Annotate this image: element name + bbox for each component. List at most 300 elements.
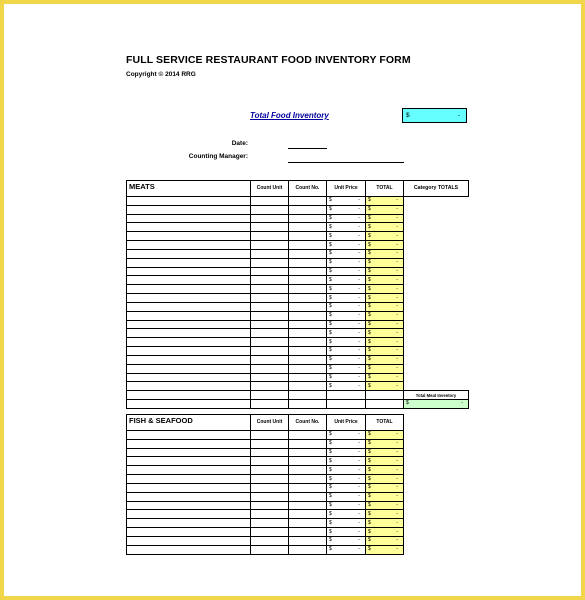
amount-dash: - (358, 276, 360, 283)
count-unit-cell[interactable] (251, 448, 289, 457)
count-unit-cell[interactable] (251, 241, 289, 250)
total-cell[interactable] (366, 311, 404, 320)
category-total-cell (404, 302, 469, 311)
amount-dash: - (396, 493, 398, 500)
unit-price-cell[interactable] (327, 311, 366, 320)
blank-cell (327, 400, 366, 409)
item-name-cell[interactable] (127, 536, 251, 545)
total-cell[interactable] (366, 355, 404, 364)
table-row (127, 501, 404, 510)
amount-dash: - (396, 537, 398, 544)
amount-dash: - (396, 347, 398, 354)
unit-price-cell[interactable] (327, 302, 366, 311)
item-name-cell[interactable] (127, 466, 251, 475)
item-name-cell[interactable] (127, 329, 251, 338)
amount-dash: - (396, 373, 398, 380)
currency-sign: $ (329, 449, 332, 456)
count-unit-cell[interactable] (251, 347, 289, 356)
count-no-cell[interactable] (289, 258, 327, 267)
category-total-cell (404, 214, 469, 223)
form-title: FULL SERVICE RESTAURANT FOOD INVENTORY FORM (126, 54, 411, 66)
item-name-cell[interactable] (127, 545, 251, 554)
amount-dash: - (396, 457, 398, 464)
count-unit-cell[interactable] (251, 519, 289, 528)
count-unit-cell[interactable] (251, 492, 289, 501)
total-cell[interactable] (366, 431, 404, 440)
count-no-cell[interactable] (289, 232, 327, 241)
total-cell[interactable] (366, 457, 404, 466)
count-no-cell[interactable] (289, 241, 327, 250)
count-unit-cell[interactable] (251, 545, 289, 554)
total-cell[interactable] (366, 241, 404, 250)
unit-price-cell[interactable] (327, 536, 366, 545)
count-unit-cell[interactable] (251, 431, 289, 440)
unit-price-cell[interactable] (327, 364, 366, 373)
item-name-cell[interactable] (127, 267, 251, 276)
currency-sign: $ (368, 466, 371, 473)
currency-sign: $ (329, 215, 332, 222)
amount-dash: - (358, 259, 360, 266)
amount-dash: - (358, 510, 360, 517)
unit-price-cell[interactable] (327, 483, 366, 492)
item-name-cell[interactable] (127, 364, 251, 373)
item-name-cell[interactable] (127, 302, 251, 311)
item-name-cell[interactable] (127, 241, 251, 250)
table-row (127, 400, 469, 409)
unit-price-cell[interactable] (327, 355, 366, 364)
count-unit-cell[interactable] (251, 214, 289, 223)
counting-manager-field[interactable] (288, 162, 404, 163)
count-no-cell[interactable] (289, 545, 327, 554)
category-total-cell (404, 338, 469, 347)
count-no-cell[interactable] (289, 214, 327, 223)
total-cell[interactable] (366, 373, 404, 382)
unit-price-cell[interactable] (327, 294, 366, 303)
total-cell[interactable] (366, 501, 404, 510)
count-no-cell[interactable] (289, 466, 327, 475)
item-name-cell[interactable] (127, 439, 251, 448)
currency-sign: $ (368, 338, 371, 345)
amount-dash: - (358, 356, 360, 363)
currency-sign: $ (329, 484, 332, 491)
currency-sign: $ (368, 285, 371, 292)
item-name-cell[interactable] (127, 285, 251, 294)
currency-sign: $ (368, 259, 371, 266)
count-unit-cell[interactable] (251, 338, 289, 347)
count-no-cell[interactable] (289, 439, 327, 448)
amount-dash: - (358, 223, 360, 230)
count-unit-cell[interactable] (251, 483, 289, 492)
table-row (127, 431, 404, 440)
currency-sign: $ (329, 519, 332, 526)
count-unit-cell[interactable] (251, 197, 289, 206)
count-no-cell[interactable] (289, 320, 327, 329)
count-no-cell[interactable] (289, 373, 327, 382)
table-row (127, 205, 469, 214)
amount-dash: - (396, 276, 398, 283)
currency-sign: $ (368, 528, 371, 535)
count-no-cell[interactable] (289, 276, 327, 285)
count-no-cell[interactable] (289, 364, 327, 373)
count-no-cell[interactable] (289, 457, 327, 466)
item-name-cell[interactable] (127, 528, 251, 537)
currency-sign: $ (368, 356, 371, 363)
item-name-cell[interactable] (127, 249, 251, 258)
count-unit-cell[interactable] (251, 267, 289, 276)
count-unit-cell[interactable] (251, 294, 289, 303)
unit-price-cell[interactable] (327, 457, 366, 466)
count-no-cell[interactable] (289, 400, 327, 409)
amount-dash: - (358, 303, 360, 310)
amount-dash: - (396, 338, 398, 345)
currency-sign: $ (368, 502, 371, 509)
count-no-cell[interactable] (289, 448, 327, 457)
unit-price-cell[interactable] (327, 519, 366, 528)
item-name-cell[interactable] (127, 373, 251, 382)
count-unit-cell[interactable] (251, 205, 289, 214)
item-name-cell[interactable] (127, 501, 251, 510)
count-no-cell[interactable] (289, 475, 327, 484)
total-cell[interactable] (366, 536, 404, 545)
item-name-cell[interactable] (127, 232, 251, 241)
count-unit-cell[interactable] (251, 276, 289, 285)
count-unit-cell[interactable] (251, 329, 289, 338)
count-unit-cell[interactable] (251, 466, 289, 475)
total-cell[interactable] (366, 232, 404, 241)
count-no-cell[interactable] (289, 267, 327, 276)
total-cell[interactable] (366, 329, 404, 338)
count-no-cell[interactable] (289, 391, 327, 400)
count-unit-cell[interactable] (251, 364, 289, 373)
amount-dash: - (396, 431, 398, 438)
count-unit-cell[interactable] (251, 373, 289, 382)
count-no-cell[interactable] (289, 347, 327, 356)
item-name-cell[interactable] (127, 205, 251, 214)
table-row (127, 536, 404, 545)
table-row (127, 249, 469, 258)
item-name-cell[interactable] (127, 197, 251, 206)
unit-price-cell[interactable] (327, 241, 366, 250)
total-cell[interactable] (366, 320, 404, 329)
currency-sign: $ (329, 285, 332, 292)
amount-dash: - (358, 250, 360, 257)
count-no-cell[interactable] (289, 249, 327, 258)
total-cell[interactable] (366, 285, 404, 294)
count-unit-cell[interactable] (251, 457, 289, 466)
unit-price-cell[interactable] (327, 466, 366, 475)
count-no-cell[interactable] (289, 329, 327, 338)
unit-price-cell[interactable] (327, 329, 366, 338)
table-row (127, 329, 469, 338)
currency-sign: $ (368, 449, 371, 456)
date-field[interactable] (288, 148, 327, 149)
count-unit-cell[interactable] (251, 391, 289, 400)
currency-sign: $ (368, 382, 371, 389)
amount-dash: - (358, 466, 360, 473)
total-cell[interactable] (366, 338, 404, 347)
amount-dash: - (358, 365, 360, 372)
total-cell[interactable] (366, 483, 404, 492)
currency-sign: $ (329, 276, 332, 283)
total-cell[interactable] (366, 258, 404, 267)
amount-dash: - (396, 519, 398, 526)
date-label: Date: (231, 140, 248, 147)
count-no-cell[interactable] (289, 536, 327, 545)
amount-dash: - (396, 510, 398, 517)
currency-sign: $ (368, 215, 371, 222)
unit-price-cell[interactable] (327, 448, 366, 457)
category-total-cell (404, 382, 469, 391)
unit-price-cell[interactable] (327, 431, 366, 440)
unit-price-cell[interactable] (327, 347, 366, 356)
unit-price-cell[interactable] (327, 382, 366, 391)
amount-dash: - (358, 329, 360, 336)
count-unit-cell[interactable] (251, 302, 289, 311)
currency-sign: $ (329, 475, 332, 482)
fish-header-row (127, 415, 404, 431)
unit-price-cell[interactable] (327, 492, 366, 501)
category-total-cell (404, 373, 469, 382)
unit-price-cell[interactable] (327, 276, 366, 285)
amount-dash: - (396, 206, 398, 213)
count-unit-cell[interactable] (251, 439, 289, 448)
amount-dash: - (358, 347, 360, 354)
category-total-cell (404, 232, 469, 241)
unit-price-cell[interactable] (327, 232, 366, 241)
currency-sign: $ (329, 502, 332, 509)
amount-dash: - (396, 223, 398, 230)
unit-price-cell[interactable] (327, 338, 366, 347)
count-unit-cell[interactable] (251, 320, 289, 329)
amount-dash: - (358, 197, 360, 204)
total-cell[interactable] (366, 528, 404, 537)
unit-price-cell[interactable] (327, 545, 366, 554)
total-cell[interactable] (366, 294, 404, 303)
total-cell[interactable] (366, 519, 404, 528)
count-no-cell[interactable] (289, 355, 327, 364)
currency-sign: $ (329, 241, 332, 248)
col-unit-price: Unit Price (327, 415, 366, 431)
unit-price-cell[interactable] (327, 320, 366, 329)
item-name-cell[interactable] (127, 492, 251, 501)
amount-dash: - (396, 329, 398, 336)
item-name-cell[interactable] (127, 475, 251, 484)
count-unit-cell[interactable] (251, 355, 289, 364)
total-meat-cell[interactable] (404, 400, 469, 409)
count-unit-cell[interactable] (251, 501, 289, 510)
unit-price-cell[interactable] (327, 223, 366, 232)
item-name-cell[interactable] (127, 276, 251, 285)
col-count-unit: Count Unit (251, 415, 289, 431)
currency-sign: $ (329, 382, 332, 389)
count-no-cell[interactable] (289, 501, 327, 510)
blank-cell (366, 400, 404, 409)
count-no-cell[interactable] (289, 197, 327, 206)
table-row (127, 347, 469, 356)
amount-dash: - (396, 502, 398, 509)
total-cell[interactable] (366, 475, 404, 484)
amount-dash: - (396, 382, 398, 389)
count-unit-cell[interactable] (251, 223, 289, 232)
amount-dash: - (358, 285, 360, 292)
currency-sign: $ (368, 457, 371, 464)
count-unit-cell[interactable] (251, 510, 289, 519)
total-cell[interactable] (366, 382, 404, 391)
total-cell[interactable] (366, 276, 404, 285)
item-name-cell[interactable] (127, 519, 251, 528)
currency-sign: $ (368, 303, 371, 310)
unit-price-cell[interactable] (327, 267, 366, 276)
unit-price-cell[interactable] (327, 510, 366, 519)
total-cell[interactable] (366, 302, 404, 311)
amount-dash: - (396, 312, 398, 319)
item-name-cell[interactable] (127, 510, 251, 519)
currency-sign: $ (329, 197, 332, 204)
unit-price-cell[interactable] (327, 214, 366, 223)
item-name-cell[interactable] (127, 311, 251, 320)
item-name-cell[interactable] (127, 214, 251, 223)
category-total-cell (404, 364, 469, 373)
item-name-cell[interactable] (127, 457, 251, 466)
item-name-cell[interactable] (127, 391, 251, 400)
item-name-cell[interactable] (127, 294, 251, 303)
table-row (127, 466, 404, 475)
item-name-cell[interactable] (127, 347, 251, 356)
total-cell[interactable] (366, 466, 404, 475)
unit-price-cell[interactable] (327, 197, 366, 206)
category-total-cell (404, 347, 469, 356)
count-unit-cell[interactable] (251, 311, 289, 320)
count-unit-cell[interactable] (251, 232, 289, 241)
total-cell[interactable] (366, 510, 404, 519)
amount-dash: - (396, 356, 398, 363)
meats-header-row (127, 181, 469, 197)
count-no-cell[interactable] (289, 205, 327, 214)
table-row (127, 214, 469, 223)
total-cell[interactable] (366, 205, 404, 214)
table-row (127, 457, 404, 466)
count-unit-cell[interactable] (251, 475, 289, 484)
item-name-cell[interactable] (127, 223, 251, 232)
item-name-cell[interactable] (127, 400, 251, 409)
unit-price-cell[interactable] (327, 528, 366, 537)
unit-price-cell[interactable] (327, 501, 366, 510)
item-name-cell[interactable] (127, 258, 251, 267)
item-name-cell[interactable] (127, 431, 251, 440)
total-cell[interactable] (366, 347, 404, 356)
count-no-cell[interactable] (289, 483, 327, 492)
amount-dash: - (358, 268, 360, 275)
total-cell[interactable] (366, 249, 404, 258)
count-unit-cell[interactable] (251, 382, 289, 391)
total-cell[interactable] (366, 545, 404, 554)
count-no-cell[interactable] (289, 492, 327, 501)
total-cell[interactable] (366, 492, 404, 501)
table-row (127, 545, 404, 554)
count-unit-cell[interactable] (251, 249, 289, 258)
total-food-inventory-cell[interactable] (402, 108, 467, 123)
count-no-cell[interactable] (289, 431, 327, 440)
amount-dash: - (396, 321, 398, 327)
document-page (4, 4, 581, 596)
table-row (127, 267, 469, 276)
count-no-cell[interactable] (289, 338, 327, 347)
currency-sign: $ (368, 475, 371, 482)
count-no-cell[interactable] (289, 294, 327, 303)
unit-price-cell[interactable] (327, 205, 366, 214)
count-no-cell[interactable] (289, 302, 327, 311)
count-no-cell[interactable] (289, 223, 327, 232)
currency-sign: $ (329, 493, 332, 500)
count-unit-cell[interactable] (251, 528, 289, 537)
currency-sign: $ (329, 457, 332, 464)
total-cell[interactable] (366, 364, 404, 373)
category-total-cell (404, 320, 469, 329)
item-name-cell[interactable] (127, 382, 251, 391)
table-row (127, 311, 469, 320)
amount-dash: - (358, 493, 360, 500)
item-name-cell[interactable] (127, 483, 251, 492)
amount-dash: - (358, 241, 360, 248)
unit-price-cell[interactable] (327, 475, 366, 484)
currency-sign: $ (368, 537, 371, 544)
count-unit-cell[interactable] (251, 400, 289, 409)
category-total-cell (404, 276, 469, 285)
count-no-cell[interactable] (289, 519, 327, 528)
unit-price-cell[interactable] (327, 249, 366, 258)
count-unit-cell[interactable] (251, 285, 289, 294)
total-cell[interactable] (366, 223, 404, 232)
count-no-cell[interactable] (289, 311, 327, 320)
amount-dash: - (396, 546, 398, 553)
total-cell[interactable] (366, 267, 404, 276)
item-name-cell[interactable] (127, 320, 251, 329)
amount-dash: - (396, 215, 398, 222)
currency-sign: $ (329, 356, 332, 363)
count-no-cell[interactable] (289, 510, 327, 519)
amount-dash: - (358, 321, 360, 327)
currency-sign: $ (368, 329, 371, 336)
item-name-cell[interactable] (127, 338, 251, 347)
currency-sign: $ (406, 400, 409, 407)
unit-price-cell[interactable] (327, 439, 366, 448)
total-cell[interactable] (366, 448, 404, 457)
unit-price-cell[interactable] (327, 285, 366, 294)
currency-sign: $ (368, 197, 371, 204)
table-row (127, 382, 469, 391)
amount-dash: - (396, 528, 398, 535)
currency-sign: $ (329, 528, 332, 535)
count-no-cell[interactable] (289, 382, 327, 391)
item-name-cell[interactable] (127, 448, 251, 457)
unit-price-cell[interactable] (327, 258, 366, 267)
count-unit-cell[interactable] (251, 536, 289, 545)
currency-sign: $ (368, 312, 371, 319)
amount-dash: - (358, 519, 360, 526)
unit-price-cell[interactable] (327, 373, 366, 382)
total-cell[interactable] (366, 214, 404, 223)
count-unit-cell[interactable] (251, 258, 289, 267)
item-name-cell[interactable] (127, 355, 251, 364)
table-row (127, 338, 469, 347)
total-cell[interactable] (366, 439, 404, 448)
total-cell[interactable] (366, 197, 404, 206)
currency-sign: $ (368, 431, 371, 438)
count-no-cell[interactable] (289, 528, 327, 537)
count-no-cell[interactable] (289, 285, 327, 294)
amount-dash: - (396, 259, 398, 266)
table-row (127, 448, 404, 457)
